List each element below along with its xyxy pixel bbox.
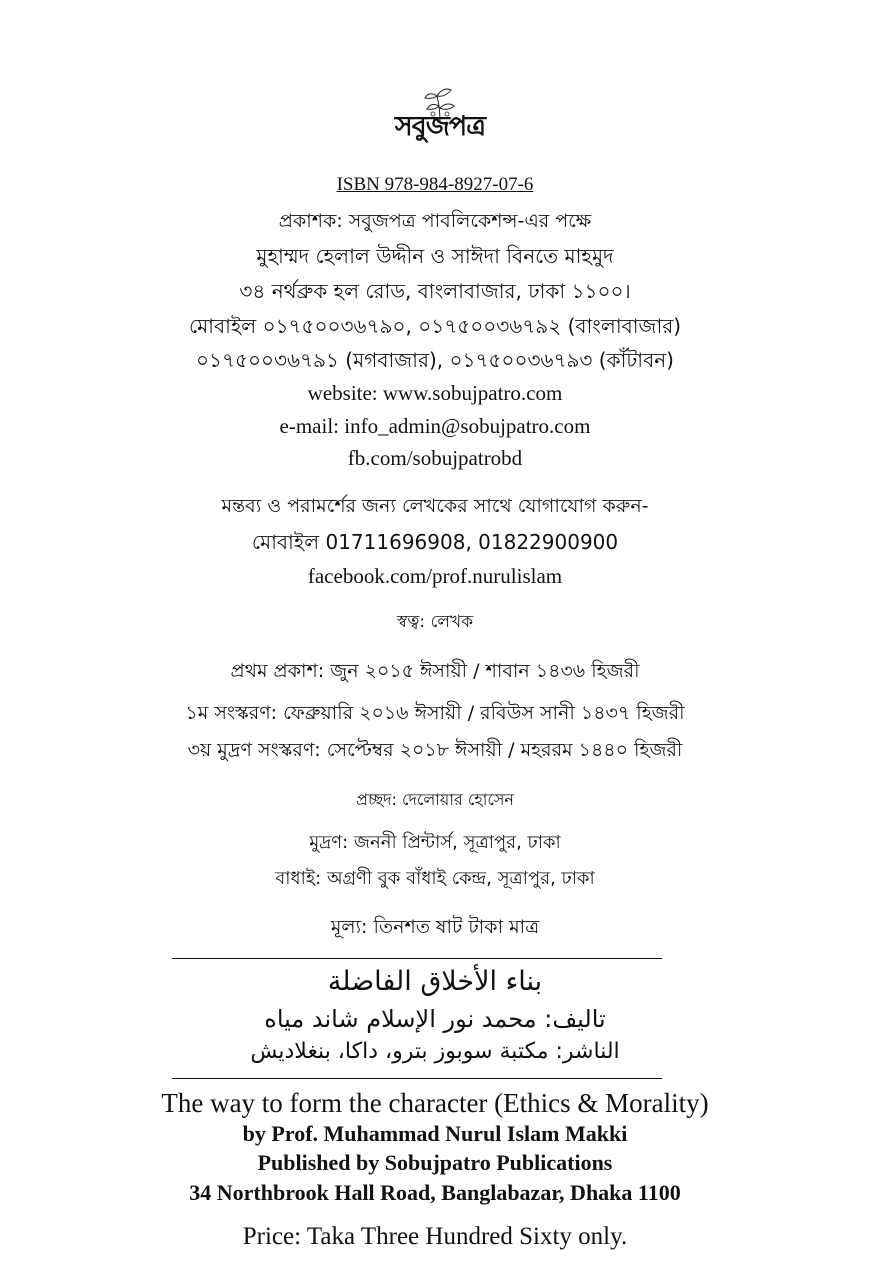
arabic-author: تاليف: محمد نور الإسلام شاند مياه	[264, 1005, 606, 1033]
isbn: ISBN 978-984-8927-07-6	[336, 174, 534, 195]
author-contact-note: মন্তব্য ও পরামর্শের জন্য লেখকের সাথে যোগাযোগ করুন-	[221, 495, 649, 517]
divider-top	[172, 958, 662, 959]
arabic-publisher: الناشر: مكتبة سوبوز بترو، داكا، بنغلاديش	[250, 1039, 620, 1064]
publisher-phones-1: মোবাইল ০১৭৫০০৩৬৭৯০, ০১৭৫০০৩৬৭৯২ (বাংলাবাজার)	[188, 314, 682, 338]
publisher-website: website: www.sobujpatro.com	[307, 381, 563, 405]
first-edition: প্রথম প্রকাশ: জুন ২০১৫ ঈসায়ী / শাবান ১৪৩৬ হিজরী	[230, 660, 640, 682]
publisher-facebook: fb.com/sobujpatrobd	[347, 446, 523, 470]
copyright-line: স্বত্ব: লেখক	[396, 612, 474, 632]
publisher-email: e-mail: info_admin@sobujpatro.com	[279, 414, 591, 438]
english-publisher: Published by Sobujpatro Publications	[257, 1150, 613, 1175]
publisher-line: প্রকাশক: সবুজপত্র পাবলিকেশন্স-এর পক্ষে	[278, 210, 592, 232]
printer-line: মুদ্রণ: জননী প্রিন্টার্স, সূত্রাপুর, ঢাকা	[309, 832, 561, 853]
cover-designer: প্রচ্ছদ: দেলোয়ার হোসেন	[356, 790, 514, 809]
english-author: by Prof. Muhammad Nurul Islam Makki	[242, 1121, 628, 1146]
publisher-phones-2: ০১৭৫০০৩৬৭৯১ (মগবাজার), ০১৭৫০০৩৬৭৯৩ (কাঁটাবন)	[196, 348, 674, 372]
binder-line: বাধাই: অগ্রণী বুক বাঁধাই কেন্দ্র, সূত্রাপুর, ঢাকা	[275, 868, 595, 889]
third-edition: ৩য় মুদ্রণ সংস্করণ: সেপ্টেম্বর ২০১৮ ঈসায়ী / মহররম ১৪৪০ হিজরী	[187, 739, 683, 761]
publisher-logo	[385, 84, 495, 154]
english-address: 34 Northbrook Hall Road, Banglabazar, Dhaka 1100	[189, 1180, 681, 1205]
publisher-address: ৩৪ নর্থব্রুক হল রোড, বাংলাবাজার, ঢাকা ১১০০।	[239, 279, 631, 303]
price-bengali: মূল্য: তিনশত ষাট টাকা মাত্র	[330, 916, 540, 938]
author-facebook: facebook.com/prof.nurulislam	[307, 564, 563, 588]
divider-bottom	[172, 1078, 662, 1079]
arabic-title: بناء الأخلاق الفاضلة	[327, 966, 543, 997]
author-mobile: মোবাইল 01711696908, 01822900900	[251, 530, 619, 554]
english-title: The way to form the character (Ethics & Morality)	[161, 1088, 709, 1118]
second-edition: ১ম সংস্করণ: ফেব্রুয়ারি ২০১৬ ঈসায়ী / রবিউস সানী ১৪৩৭ হিজরী	[185, 702, 685, 724]
logo-wordmark: সবুজপত্র	[394, 111, 486, 142]
english-price: Price: Taka Three Hundred Sixty only.	[242, 1223, 628, 1250]
publisher-names: মুহাম্মদ হেলাল উদ্দীন ও সাঈদা বিনতে মাহমুদ	[256, 244, 614, 268]
